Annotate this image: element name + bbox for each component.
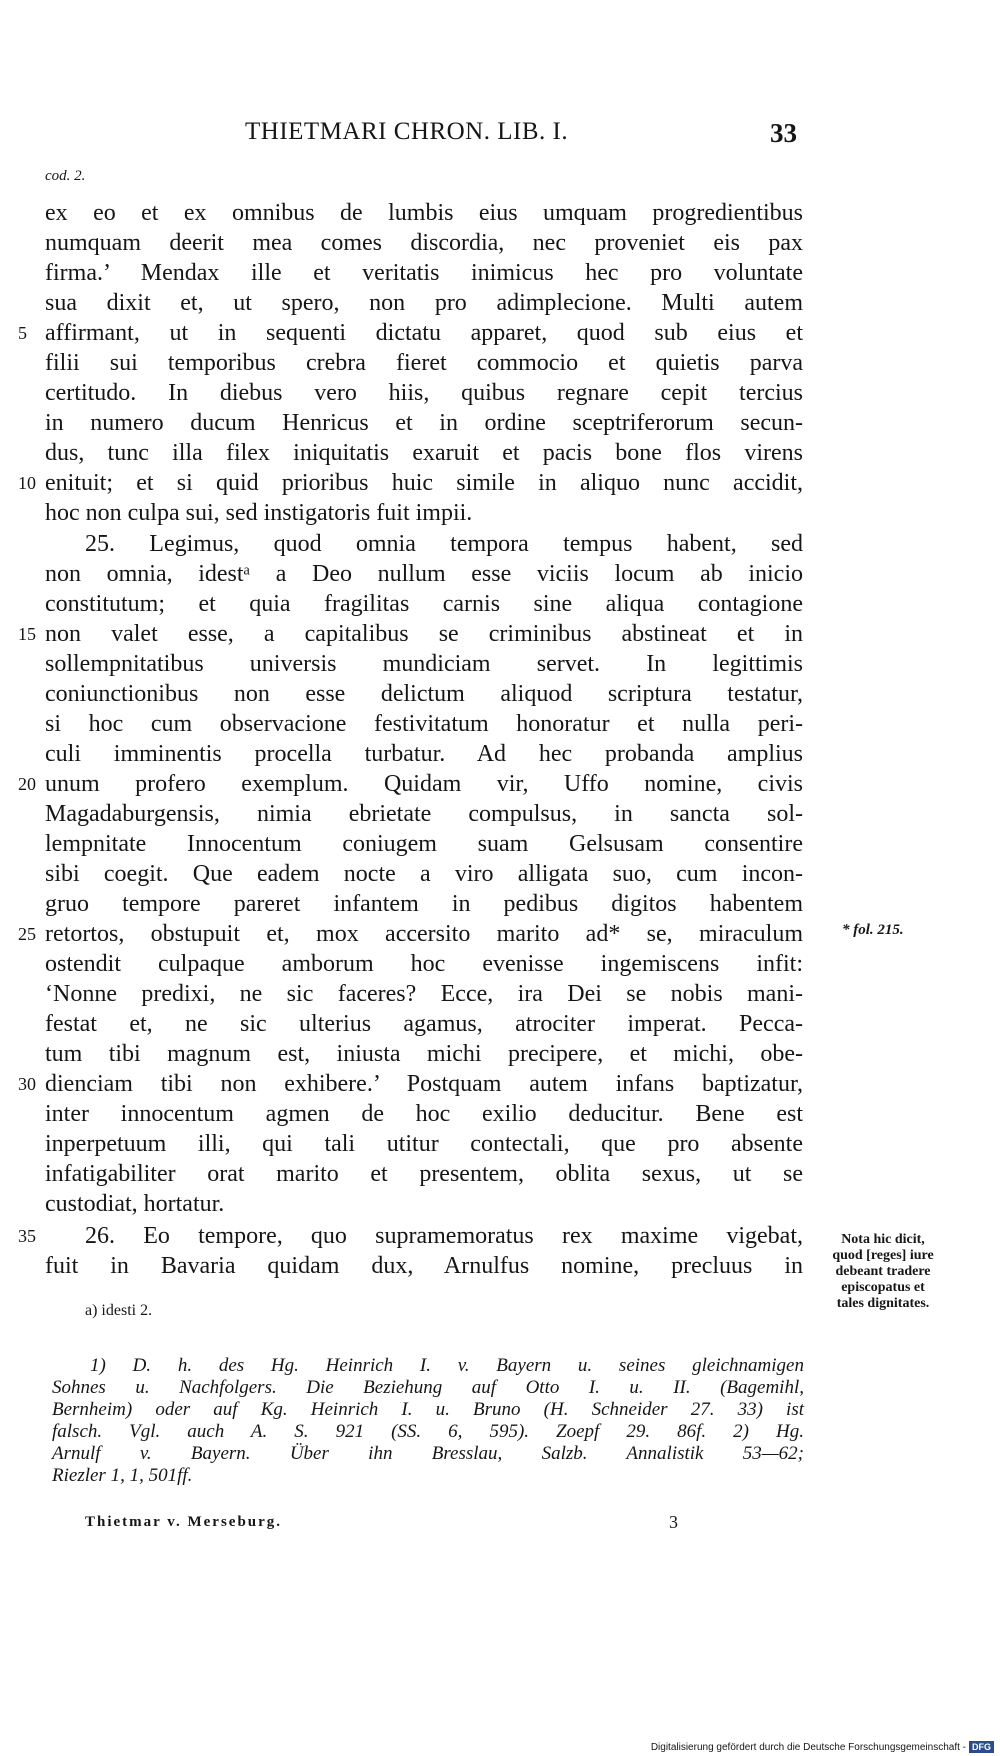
- margin-note: [808, 1232, 958, 1312]
- line-number: 35: [18, 1226, 36, 1246]
- text-line: constitutum; et quia fragilitas carnis sine aliqua contagione: [45, 591, 803, 617]
- text-line: custodiat, hortatur.: [45, 1191, 225, 1217]
- footnote-line: Bernheim) oder auf Kg. Heinrich I. u. Bruno (H. Schneider 27. 33) ist: [52, 1399, 804, 1420]
- text-line: certitudo. In diebus vero hiis, quibus regnare cepit tercius: [45, 380, 803, 406]
- footnote-line: Arnulf v. Bayern. Über ihn Bresslau, Salzb. Annalistik 53—62;: [52, 1443, 804, 1464]
- text-line: unum profero exemplum. Quidam vir, Uffo nomine, civis: [45, 771, 803, 797]
- text-line: dienciam tibi non exhibere.’ Postquam autem infans baptizatur,: [45, 1071, 803, 1097]
- text-line: hoc non culpa sui, sed instigatoris fuit impii.: [45, 500, 473, 526]
- page-number: 33: [770, 118, 797, 148]
- text-line: tum tibi magnum est, iniusta michi precipere, et michi, obe-: [45, 1041, 803, 1067]
- text-line: infatigabiliter orat marito et presentem, oblita sexus, ut se: [45, 1161, 803, 1187]
- text-line: ‘Nonne predixi, ne sic faceres? Ecce, ira Dei se nobis mani-: [45, 981, 803, 1007]
- text-line: fuit in Bavaria quidam dux, Arnulfus nomine, precluus in: [45, 1253, 803, 1279]
- line-number: 5: [18, 323, 27, 343]
- text-line: ex eo et ex omnibus de lumbis eius umquam progredientibus: [45, 200, 803, 226]
- text-line: firma.’ Mendax ille et veritatis inimicus hec pro voluntate: [45, 260, 803, 286]
- text-line: festat et, ne sic ulterius agamus, atrociter imperat. Pecca-: [45, 1011, 803, 1037]
- text-line: dus, tunc illa filex iniquitatis exaruit et pacis bone flos virens: [45, 440, 803, 466]
- margin-note-line: debeant tradere: [835, 1264, 931, 1279]
- text-line: 25. Legimus, quod omnia tempora tempus habent, sed: [85, 531, 803, 557]
- footnote-line: Sohnes u. Nachfolgers. Die Beziehung auf Otto I. u. II. (Bagemihl,: [52, 1377, 804, 1398]
- text-line: Magadaburgensis, nimia ebrietate compulsus, in sancta sol-: [45, 801, 803, 827]
- text-line: culi imminentis procella turbatur. Ad hec probanda amplius: [45, 741, 803, 767]
- footnotes: [52, 1355, 804, 1487]
- text-line: affirmant, ut in sequenti dictatu apparet, quod sub eius et: [45, 320, 803, 346]
- line-number: 10: [18, 473, 36, 493]
- text-line: ostendit culpaque amborum hoc evenisse ingemiscens infit:: [45, 951, 803, 977]
- signature-mark: 3: [669, 1512, 678, 1532]
- text-line: sollempnitatibus universis mundiciam servet. In legittimis: [45, 651, 803, 677]
- text-line: coniunctionibus non esse delictum aliquod scriptura testatur,: [45, 681, 803, 707]
- folio-marker: * fol. 215.: [842, 922, 904, 938]
- author-line: Thietmar v. Merseburg.: [85, 1514, 283, 1530]
- text-line: gruo tempore pareret infantem in pedibus digitos habentem: [45, 891, 803, 917]
- codex-label: cod. 2.: [45, 168, 86, 184]
- margin-note-line: Nota hic dicit,: [841, 1232, 925, 1247]
- text-line: inperpetuum illi, qui tali utitur contectali, que pro absente: [45, 1131, 803, 1157]
- footnote-line: falsch. Vgl. auch A. S. 921 (SS. 6, 595). Zoepf 29. 86f. 2) Hg.: [52, 1421, 804, 1442]
- text-line: non valet esse, a capitalibus se criminibus abstineat et in: [45, 621, 803, 647]
- running-title: THIETMARI CHRON. LIB. I.: [245, 118, 569, 145]
- margin-note-line: quod [reges] iure: [832, 1248, 934, 1263]
- text-line: sibi coegit. Que eadem nocte a viro alligata suo, cum incon-: [45, 861, 803, 887]
- dfg-logo: DFG: [969, 1741, 994, 1753]
- credit-text: Digitalisierung gefördert durch die Deutsche Forschungsgemeinschaft -: [650, 1741, 966, 1753]
- text-line: retortos, obstupuit et, mox accersito marito ad* se, miraculum: [45, 921, 803, 947]
- text-line: filii sui temporibus crebra fieret commocio et quietis parva: [45, 350, 803, 376]
- text-line: sua dixit et, ut spero, non pro adimplecione. Multi autem: [45, 290, 803, 316]
- text-line: 26. Eo tempore, quo supramemoratus rex maxime vigebat,: [85, 1223, 803, 1249]
- margin-note-line: tales dignitates.: [836, 1296, 930, 1311]
- margin-note-line: episcopatus et: [841, 1280, 925, 1295]
- text-line: inter innocentum agmen de hoc exilio deducitur. Bene est: [45, 1101, 803, 1127]
- text-line: lempnitate Innocentum coniugem suam Gelsusam consentire: [45, 831, 803, 857]
- text-line: non omnia, idestᵃ a Deo nullum esse viciis locum ab inicio: [45, 561, 803, 587]
- footnote-line: 1) D. h. des Hg. Heinrich I. v. Bayern u. seines gleichnamigen: [90, 1355, 804, 1376]
- text-line: in numero ducum Henricus et in ordine sceptriferorum secun-: [45, 410, 803, 436]
- line-number: 15: [18, 624, 36, 644]
- line-number: 30: [18, 1074, 36, 1094]
- digitization-credit: [651, 1741, 994, 1753]
- footnote-line: Riezler 1, 1, 501ff.: [52, 1465, 193, 1486]
- text-line: numquam deerit mea comes discordia, nec proveniet eis pax: [45, 230, 803, 256]
- line-number: 20: [18, 774, 36, 794]
- line-number: 25: [18, 924, 36, 944]
- text-line: si hoc cum observacione festivitatum honoratur et nulla peri-: [45, 711, 803, 737]
- critical-apparatus: a) idesti 2.: [85, 1302, 153, 1319]
- text-line: enituit; et si quid prioribus huic simile in aliquo nunc accidit,: [45, 470, 803, 496]
